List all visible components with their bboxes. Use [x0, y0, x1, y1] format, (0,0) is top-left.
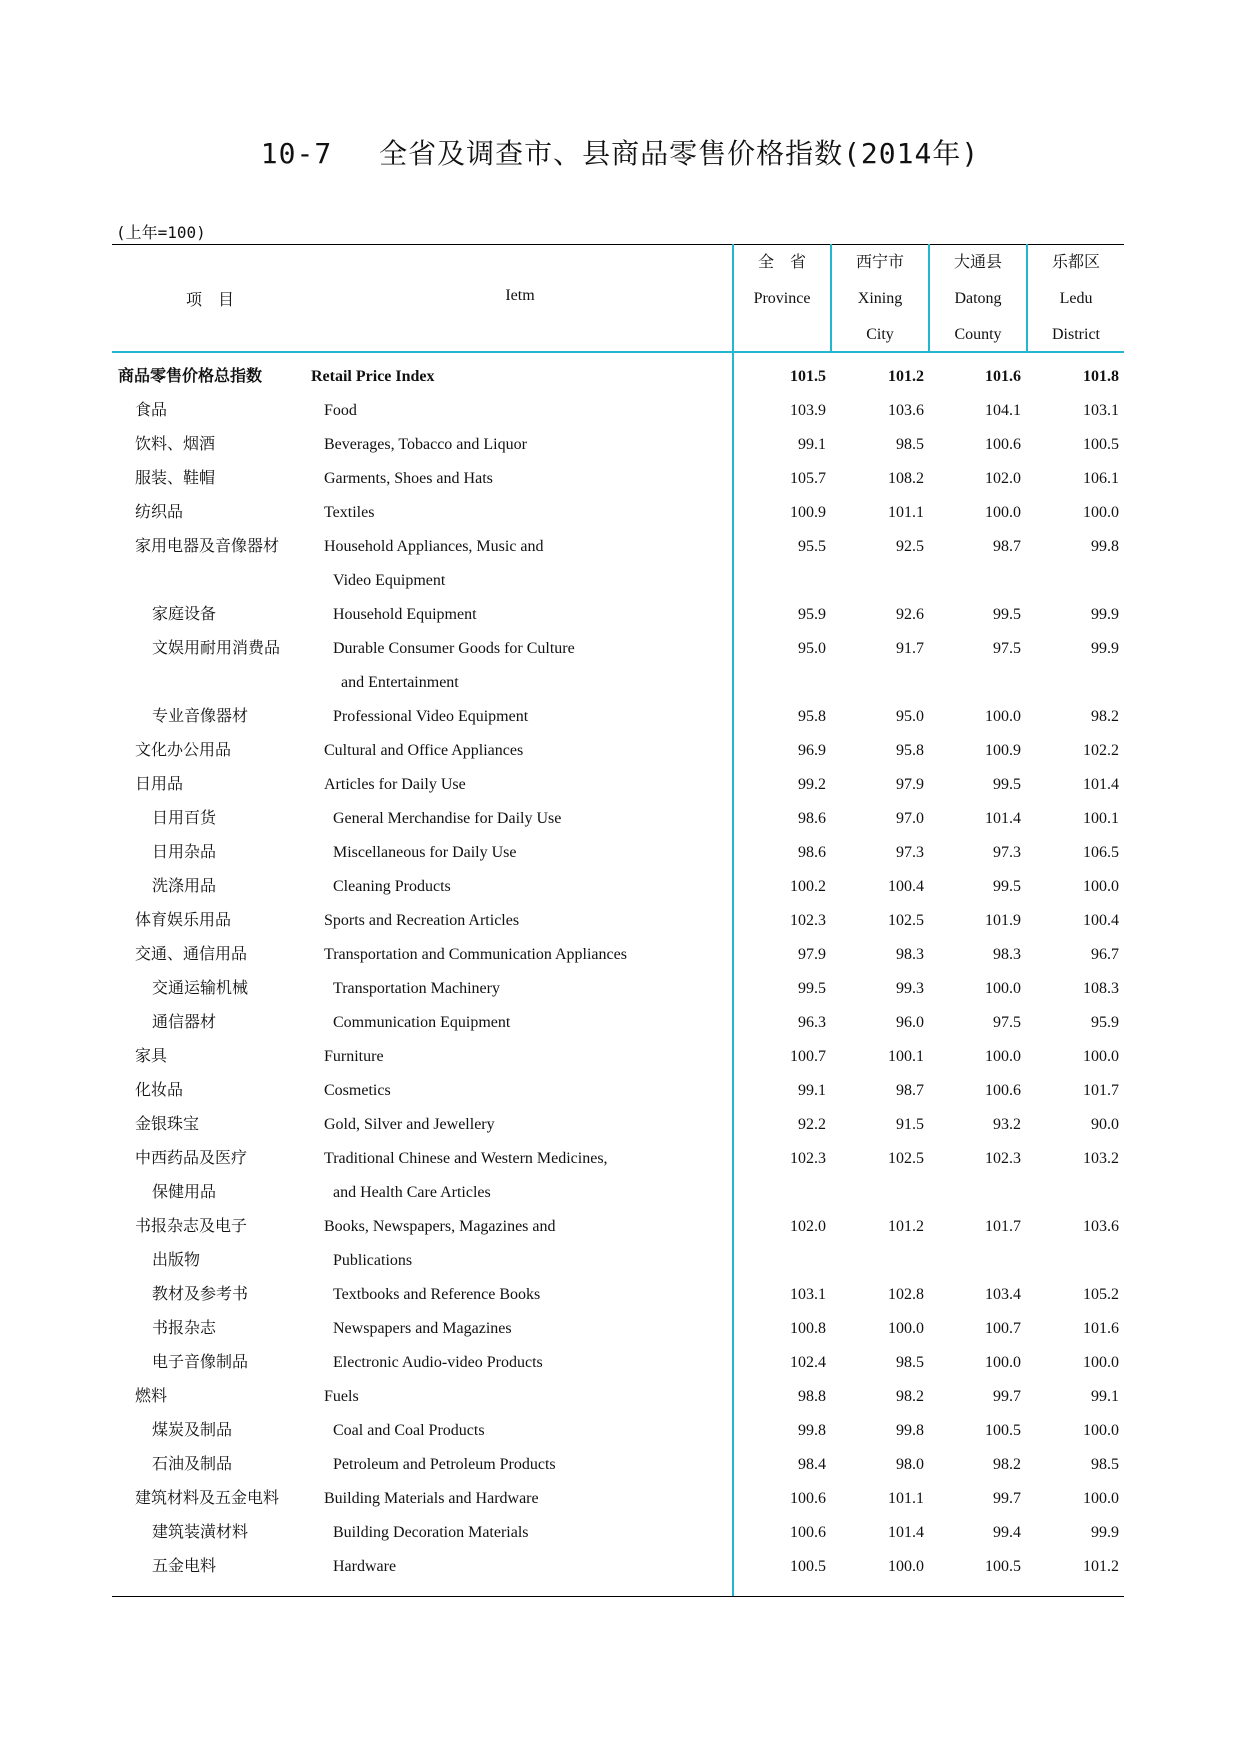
header-col-en2 [733, 317, 831, 353]
table-row [0, 564, 1240, 598]
table-row [0, 1312, 1240, 1346]
row-label-cn: 日用杂品 [152, 844, 217, 861]
row-label-en: Publications [333, 1252, 413, 1269]
row-label-cn: 日用品 [135, 776, 184, 793]
table-row [0, 938, 1240, 972]
header-col-datong [929, 245, 1027, 353]
row-label-cn: 建筑装潢材料 [152, 1524, 249, 1541]
row-value: 91.7 [896, 640, 924, 657]
row-value: 100.0 [985, 1048, 1021, 1065]
row-value: 103.6 [888, 402, 924, 419]
row-label-en: Miscellaneous for Daily Use [333, 844, 517, 861]
row-label-en: Communication Equipment [333, 1014, 511, 1031]
row-label-cn: 专业音像器材 [152, 708, 249, 725]
row-value: 101.2 [888, 368, 924, 385]
row-value: 102.2 [1083, 742, 1119, 759]
row-value: 102.5 [888, 912, 924, 929]
row-value: 104.1 [985, 402, 1021, 419]
row-value: 101.8 [1083, 368, 1119, 385]
row-label-en: Sports and Recreation Articles [324, 912, 520, 929]
table-row [0, 1346, 1240, 1380]
row-value: 91.5 [896, 1116, 924, 1133]
row-label-cn: 文化办公用品 [135, 742, 232, 759]
row-value: 102.0 [985, 470, 1021, 487]
row-value: 100.0 [1083, 1354, 1119, 1371]
row-value: 100.6 [790, 1524, 826, 1541]
row-label-cn: 煤炭及制品 [152, 1422, 233, 1439]
row-value: 101.1 [888, 1490, 924, 1507]
row-value: 103.9 [790, 402, 826, 419]
row-value: 99.1 [798, 1082, 826, 1099]
row-value: 102.4 [790, 1354, 826, 1371]
row-value: 99.9 [1091, 606, 1119, 623]
row-label-cn: 食品 [135, 402, 168, 419]
row-value: 103.1 [1083, 402, 1119, 419]
row-value: 99.2 [798, 776, 826, 793]
row-value: 97.9 [896, 776, 924, 793]
row-value: 103.4 [985, 1286, 1021, 1303]
header-col-cn: 乐都区 [1051, 254, 1100, 271]
row-label-cn: 金银珠宝 [135, 1116, 200, 1133]
table-bottom-rule [112, 1596, 1124, 1597]
table-row [0, 734, 1240, 768]
row-value: 101.7 [1083, 1082, 1119, 1099]
row-label-cn: 五金电料 [152, 1558, 217, 1575]
row-value: 100.0 [1083, 1490, 1119, 1507]
row-label-cn: 饮料、烟酒 [135, 436, 216, 453]
row-label-en: Durable Consumer Goods for Culture [333, 640, 575, 657]
row-value: 100.9 [790, 504, 826, 521]
row-value: 99.5 [993, 606, 1021, 623]
row-value: 98.3 [993, 946, 1021, 963]
row-value: 100.6 [985, 1082, 1021, 1099]
row-label-en: Traditional Chinese and Western Medicines, [324, 1150, 608, 1167]
row-label-cn: 洗涤用品 [152, 878, 217, 895]
row-value: 108.2 [888, 470, 924, 487]
table-row [0, 972, 1240, 1006]
row-label-cn: 交通运输机械 [152, 980, 249, 997]
row-label-cn: 商品零售价格总指数 [118, 368, 263, 385]
table-row [0, 360, 1240, 394]
table-row [0, 428, 1240, 462]
row-value: 100.4 [1083, 912, 1119, 929]
table-row [0, 1516, 1240, 1550]
row-label-en: Video Equipment [333, 572, 446, 589]
row-label-cn: 家用电器及音像器材 [135, 538, 280, 555]
row-label-en: Articles for Daily Use [324, 776, 466, 793]
row-value: 98.8 [798, 1388, 826, 1405]
table-row [0, 394, 1240, 428]
row-label-en: Fuels [324, 1388, 359, 1405]
table-row [0, 1550, 1240, 1584]
row-value: 103.2 [1083, 1150, 1119, 1167]
row-label-cn: 服装、鞋帽 [135, 470, 216, 487]
row-label-en: Books, Newspapers, Magazines and [324, 1218, 556, 1235]
row-value: 98.7 [993, 538, 1021, 555]
table-row [0, 632, 1240, 666]
header-col-cn: 大通县 [953, 254, 1002, 271]
row-label-cn: 书报杂志 [152, 1320, 217, 1337]
row-value: 100.0 [1083, 878, 1119, 895]
row-value: 102.0 [790, 1218, 826, 1235]
row-value: 99.8 [798, 1422, 826, 1439]
row-label-cn: 教材及参考书 [152, 1286, 249, 1303]
row-value: 97.5 [993, 640, 1021, 657]
row-label-cn: 纺织品 [135, 504, 184, 521]
table-row [0, 802, 1240, 836]
row-value: 99.8 [896, 1422, 924, 1439]
row-value: 101.5 [790, 368, 826, 385]
row-value: 98.4 [798, 1456, 826, 1473]
table-row [0, 1074, 1240, 1108]
row-value: 92.5 [896, 538, 924, 555]
row-value: 100.5 [985, 1558, 1021, 1575]
table-body [0, 360, 1240, 1584]
row-value: 96.9 [798, 742, 826, 759]
row-value: 95.0 [896, 708, 924, 725]
row-value: 99.1 [798, 436, 826, 453]
row-value: 98.7 [896, 1082, 924, 1099]
row-value: 105.2 [1083, 1286, 1119, 1303]
row-label-cn: 燃料 [135, 1388, 168, 1405]
header-col-en: Province [753, 290, 811, 307]
row-value: 106.5 [1083, 844, 1119, 861]
row-value: 101.6 [1083, 1320, 1119, 1337]
row-value: 101.2 [1083, 1558, 1119, 1575]
row-value: 100.0 [1083, 1048, 1119, 1065]
row-label-cn: 建筑材料及五金电料 [135, 1490, 280, 1507]
row-value: 97.9 [798, 946, 826, 963]
row-value: 96.7 [1091, 946, 1119, 963]
header-col-cn: 西宁市 [855, 254, 904, 271]
table-row [0, 1176, 1240, 1210]
row-label-cn: 交通、通信用品 [135, 946, 248, 963]
row-value: 100.0 [888, 1320, 924, 1337]
row-value: 99.7 [993, 1388, 1021, 1405]
table-row [0, 496, 1240, 530]
row-label-cn: 家具 [135, 1048, 168, 1065]
table-row [0, 904, 1240, 938]
row-label-cn: 保健用品 [152, 1184, 217, 1201]
header-col-en2: County [954, 326, 1002, 343]
row-value: 101.9 [985, 912, 1021, 929]
row-label-en: Textiles [324, 504, 375, 521]
row-value: 102.8 [888, 1286, 924, 1303]
row-value: 99.5 [993, 776, 1021, 793]
table-row [0, 462, 1240, 496]
row-value: 102.3 [790, 1150, 826, 1167]
row-label-en: Cosmetics [324, 1082, 391, 1099]
row-value: 100.0 [985, 980, 1021, 997]
row-label-en: Transportation and Communication Appliances [324, 946, 627, 963]
row-label-en: Hardware [333, 1558, 397, 1575]
row-value: 99.5 [798, 980, 826, 997]
row-value: 102.3 [985, 1150, 1021, 1167]
row-label-en: Textbooks and Reference Books [333, 1286, 541, 1303]
row-label-en: Household Appliances, Music and [324, 538, 544, 555]
row-label-en: Retail Price Index [311, 368, 435, 385]
row-label-en: Cleaning Products [333, 878, 451, 895]
row-label-en: Household Equipment [333, 606, 477, 623]
row-value: 99.7 [993, 1490, 1021, 1507]
row-value: 100.2 [790, 878, 826, 895]
row-value: 97.0 [896, 810, 924, 827]
row-value: 99.1 [1091, 1388, 1119, 1405]
row-value: 100.4 [888, 878, 924, 895]
table-row [0, 1482, 1240, 1516]
row-value: 100.6 [985, 436, 1021, 453]
row-value: 100.0 [1083, 1422, 1119, 1439]
header-col-en: Ledu [1059, 290, 1093, 307]
row-value: 100.0 [985, 1354, 1021, 1371]
table-row [0, 666, 1240, 700]
header-col-en2: City [866, 326, 894, 343]
table-row [0, 530, 1240, 564]
row-value: 99.5 [993, 878, 1021, 895]
table-row [0, 700, 1240, 734]
row-label-cn: 体育娱乐用品 [135, 912, 232, 929]
row-label-cn: 家庭设备 [152, 606, 217, 623]
row-value: 92.2 [798, 1116, 826, 1133]
row-value: 98.5 [1091, 1456, 1119, 1473]
row-value: 101.1 [888, 504, 924, 521]
row-label-cn: 通信器材 [152, 1014, 217, 1031]
row-label-en: Building Decoration Materials [333, 1524, 529, 1541]
row-value: 101.4 [985, 810, 1021, 827]
table-row [0, 870, 1240, 904]
row-label-cn: 化妆品 [135, 1082, 184, 1099]
row-value: 106.1 [1083, 470, 1119, 487]
row-value: 102.5 [888, 1150, 924, 1167]
row-value: 100.0 [888, 1558, 924, 1575]
row-value: 105.7 [790, 470, 826, 487]
table-row [0, 1380, 1240, 1414]
row-label-cn: 出版物 [152, 1252, 201, 1269]
row-value: 97.5 [993, 1014, 1021, 1031]
header-item-en: Ietm [505, 287, 535, 304]
row-value: 95.5 [798, 538, 826, 555]
row-value: 103.1 [790, 1286, 826, 1303]
header-col-province [733, 245, 831, 353]
row-value: 98.6 [798, 844, 826, 861]
row-value: 93.2 [993, 1116, 1021, 1133]
row-value: 100.0 [985, 504, 1021, 521]
header-col-ledu [1027, 245, 1125, 353]
row-value: 101.2 [888, 1218, 924, 1235]
table-row [0, 768, 1240, 802]
table-row [0, 1278, 1240, 1312]
page-title: 10-7 全省及调查市、县商品零售价格指数(2014年) [260, 137, 980, 170]
row-label-cn: 日用百货 [152, 810, 217, 827]
row-value: 99.9 [1091, 640, 1119, 657]
row-value: 95.8 [896, 742, 924, 759]
row-label-en: Petroleum and Petroleum Products [333, 1456, 556, 1473]
row-value: 100.9 [985, 742, 1021, 759]
row-label-en: Beverages, Tobacco and Liquor [324, 436, 527, 453]
header-col-en2: District [1052, 326, 1100, 343]
row-label-en: Garments, Shoes and Hats [324, 470, 493, 487]
row-value: 101.4 [1083, 776, 1119, 793]
header-item-cn: 项 目 [185, 292, 234, 309]
table-row [0, 1414, 1240, 1448]
row-label-en: Furniture [324, 1048, 384, 1065]
row-value: 95.0 [798, 640, 826, 657]
row-value: 96.3 [798, 1014, 826, 1031]
table-row [0, 1142, 1240, 1176]
table-row [0, 1448, 1240, 1482]
header-col-en: Datong [954, 290, 1002, 307]
row-value: 100.0 [1083, 504, 1119, 521]
header-col-cn: 全 省 [757, 254, 806, 271]
row-value: 100.0 [985, 708, 1021, 725]
row-label-en: and Entertainment [341, 674, 459, 691]
row-value: 100.7 [985, 1320, 1021, 1337]
row-value: 99.9 [1091, 1524, 1119, 1541]
row-value: 100.5 [985, 1422, 1021, 1439]
row-value: 100.1 [1083, 810, 1119, 827]
row-value: 103.6 [1083, 1218, 1119, 1235]
table-row [0, 1210, 1240, 1244]
table-row [0, 1040, 1240, 1074]
header-col-en: Xining [857, 290, 903, 307]
row-value: 95.9 [1091, 1014, 1119, 1031]
row-value: 100.5 [790, 1558, 826, 1575]
row-label-cn: 书报杂志及电子 [135, 1218, 248, 1235]
row-label-en: Cultural and Office Appliances [324, 742, 524, 759]
row-value: 101.4 [888, 1524, 924, 1541]
row-value: 99.4 [993, 1524, 1021, 1541]
table-row [0, 1108, 1240, 1142]
row-value: 95.8 [798, 708, 826, 725]
row-label-en: Building Materials and Hardware [324, 1490, 539, 1507]
header-col-xining [831, 245, 929, 353]
unit-note: (上年=100) [116, 223, 206, 242]
row-value: 100.8 [790, 1320, 826, 1337]
row-value: 100.1 [888, 1048, 924, 1065]
row-label-cn: 电子音像制品 [152, 1354, 249, 1371]
row-label-en: Newspapers and Magazines [333, 1320, 512, 1337]
row-value: 98.2 [1091, 708, 1119, 725]
row-value: 97.3 [896, 844, 924, 861]
row-value: 92.6 [896, 606, 924, 623]
table-row [0, 1006, 1240, 1040]
row-value: 100.6 [790, 1490, 826, 1507]
row-value: 101.6 [985, 368, 1021, 385]
row-value: 98.5 [896, 1354, 924, 1371]
row-value: 100.7 [790, 1048, 826, 1065]
row-value: 98.0 [896, 1456, 924, 1473]
row-value: 100.5 [1083, 436, 1119, 453]
row-value: 98.6 [798, 810, 826, 827]
row-label-en: Professional Video Equipment [333, 708, 529, 725]
row-label-en: Electronic Audio-video Products [333, 1354, 543, 1371]
row-label-en: General Merchandise for Daily Use [333, 810, 562, 827]
table-row [0, 836, 1240, 870]
row-value: 98.3 [896, 946, 924, 963]
row-label-en: Transportation Machinery [333, 980, 500, 997]
row-value: 98.5 [896, 436, 924, 453]
row-label-en: Gold, Silver and Jewellery [324, 1116, 495, 1133]
row-label-en: Coal and Coal Products [333, 1422, 485, 1439]
row-label-en: Food [324, 402, 357, 419]
row-label-cn: 中西药品及医疗 [135, 1150, 248, 1167]
row-label-cn: 石油及制品 [152, 1456, 233, 1473]
row-value: 102.3 [790, 912, 826, 929]
row-value: 90.0 [1091, 1116, 1119, 1133]
row-value: 108.3 [1083, 980, 1119, 997]
table-row [0, 598, 1240, 632]
row-value: 101.7 [985, 1218, 1021, 1235]
row-label-cn: 文娱用耐用消费品 [152, 640, 281, 657]
row-value: 99.8 [1091, 538, 1119, 555]
row-value: 97.3 [993, 844, 1021, 861]
row-value: 95.9 [798, 606, 826, 623]
row-label-en: and Health Care Articles [333, 1184, 491, 1201]
row-value: 99.3 [896, 980, 924, 997]
row-value: 98.2 [993, 1456, 1021, 1473]
row-value: 98.2 [896, 1388, 924, 1405]
table-row [0, 1244, 1240, 1278]
row-value: 96.0 [896, 1014, 924, 1031]
